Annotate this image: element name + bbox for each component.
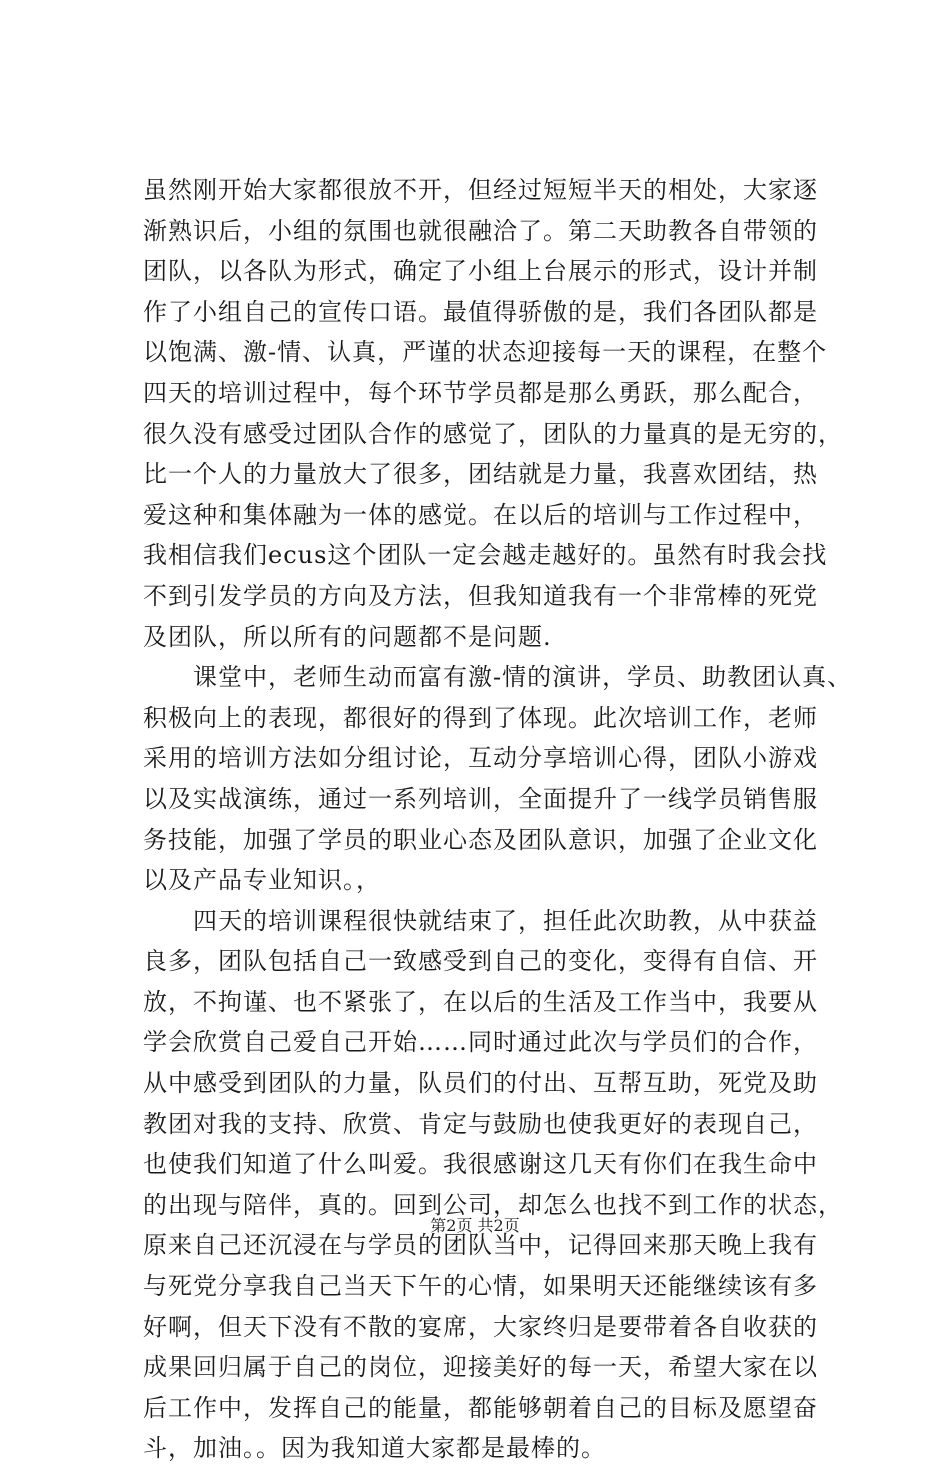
text-line: 虽然刚开始大家都很放不开，但经过短短半天的相处，大家逐: [143, 176, 818, 204]
text-line: 四天的培训课程很快就结束了，担任此次助教，从中获益: [143, 906, 818, 935]
text-line: 原来自己还沉浸在与学员的团队当中，记得回来那天晚上我有: [143, 1231, 818, 1260]
text-line: 成果回归属于自己的岗位，迎接美好的每一天，希望大家在以: [143, 1353, 818, 1382]
text-line: 务技能，加强了学员的职业心态及团队意识，加强了企业文化: [143, 825, 818, 854]
text-line: 课堂中，老师生动而富有激-情的演讲，学员、助教团认真、: [143, 663, 853, 692]
text-line: 的出现与陪伴，真的。回到公司，却怎么也找不到工作的状态，: [143, 1190, 843, 1219]
text-line: 我相信我们ecus这个团队一定会越走越好的。虽然有时我会找: [143, 541, 828, 570]
text-line: 爱这种和集体融为一体的感觉。在以后的培训与工作过程中，: [143, 500, 818, 529]
text-line: 积极向上的表现，都很好的得到了体现。此次培训工作，老师: [143, 703, 818, 732]
text-line: 好啊，但天下没有不散的宴席，大家终归是要带着各自收获的: [143, 1312, 818, 1341]
text-line: 从中感受到团队的力量，队员们的付出、互帮互助，死党及助: [143, 1069, 818, 1098]
text-line: 放，不拘谨、也不紧张了，在以后的生活及工作当中，我要从: [143, 987, 818, 1016]
body-text: [143, 170, 853, 1469]
text-line: 团队，以各队为形式，确定了小组上台展示的形式，设计并制: [143, 257, 818, 286]
text-line: 很久没有感受过团队合作的感觉了，团队的力量真的是无穷的，: [143, 419, 843, 448]
text-line: 良多，团队包括自己一致感受到自己的变化，变得有自信、开: [143, 947, 818, 976]
text-line: 比一个人的力量放大了很多，团结就是力量，我喜欢团结，热: [143, 460, 818, 489]
text-line: 与死党分享我自己当天下午的心情，如果明天还能继续该有多: [143, 1272, 818, 1301]
text-line: 教团对我的支持、欣赏、肯定与鼓励也使我更好的表现自己，: [143, 1109, 818, 1138]
text-line: 作了小组自己的宣传口语。最值得骄傲的是，我们各团队都是: [143, 297, 818, 326]
text-line: 后工作中，发挥自己的能量，都能够朝着自己的目标及愿望奋: [143, 1393, 818, 1422]
text-line: 采用的培训方法如分组讨论，互动分享培训心得，团队小游戏: [143, 744, 818, 773]
text-line: 以及实战演练，通过一系列培训，全面提升了一线学员销售服: [143, 784, 818, 813]
page-number-footer: 第2页 共2页: [430, 1216, 520, 1235]
text-line: 及团队，所以所有的问题都不是问题.: [143, 622, 552, 651]
text-line: 以及产品专业知识。，: [143, 866, 381, 895]
text-line: 也使我们知道了什么叫爱。我很感谢这几天有你们在我生命中: [143, 1150, 818, 1179]
text-line: 学会欣赏自己爱自己开始……同时通过此次与学员们的合作，: [143, 1028, 818, 1057]
text-line: 渐熟识后，小组的氛围也就很融洽了。第二天助教各自带领的: [143, 216, 818, 245]
text-line: 四天的培训过程中，每个环节学员都是那么勇跃，那么配合，: [143, 378, 818, 407]
text-line: 不到引发学员的方向及方法，但我知道我有一个非常棒的死党: [143, 581, 818, 610]
text-line: 以饱满、激-情、认真，严谨的状态迎接每一天的课程，在整个: [143, 338, 828, 367]
text-line: 斗，加油。。因为我知道大家都是最棒的。: [143, 1434, 606, 1463]
